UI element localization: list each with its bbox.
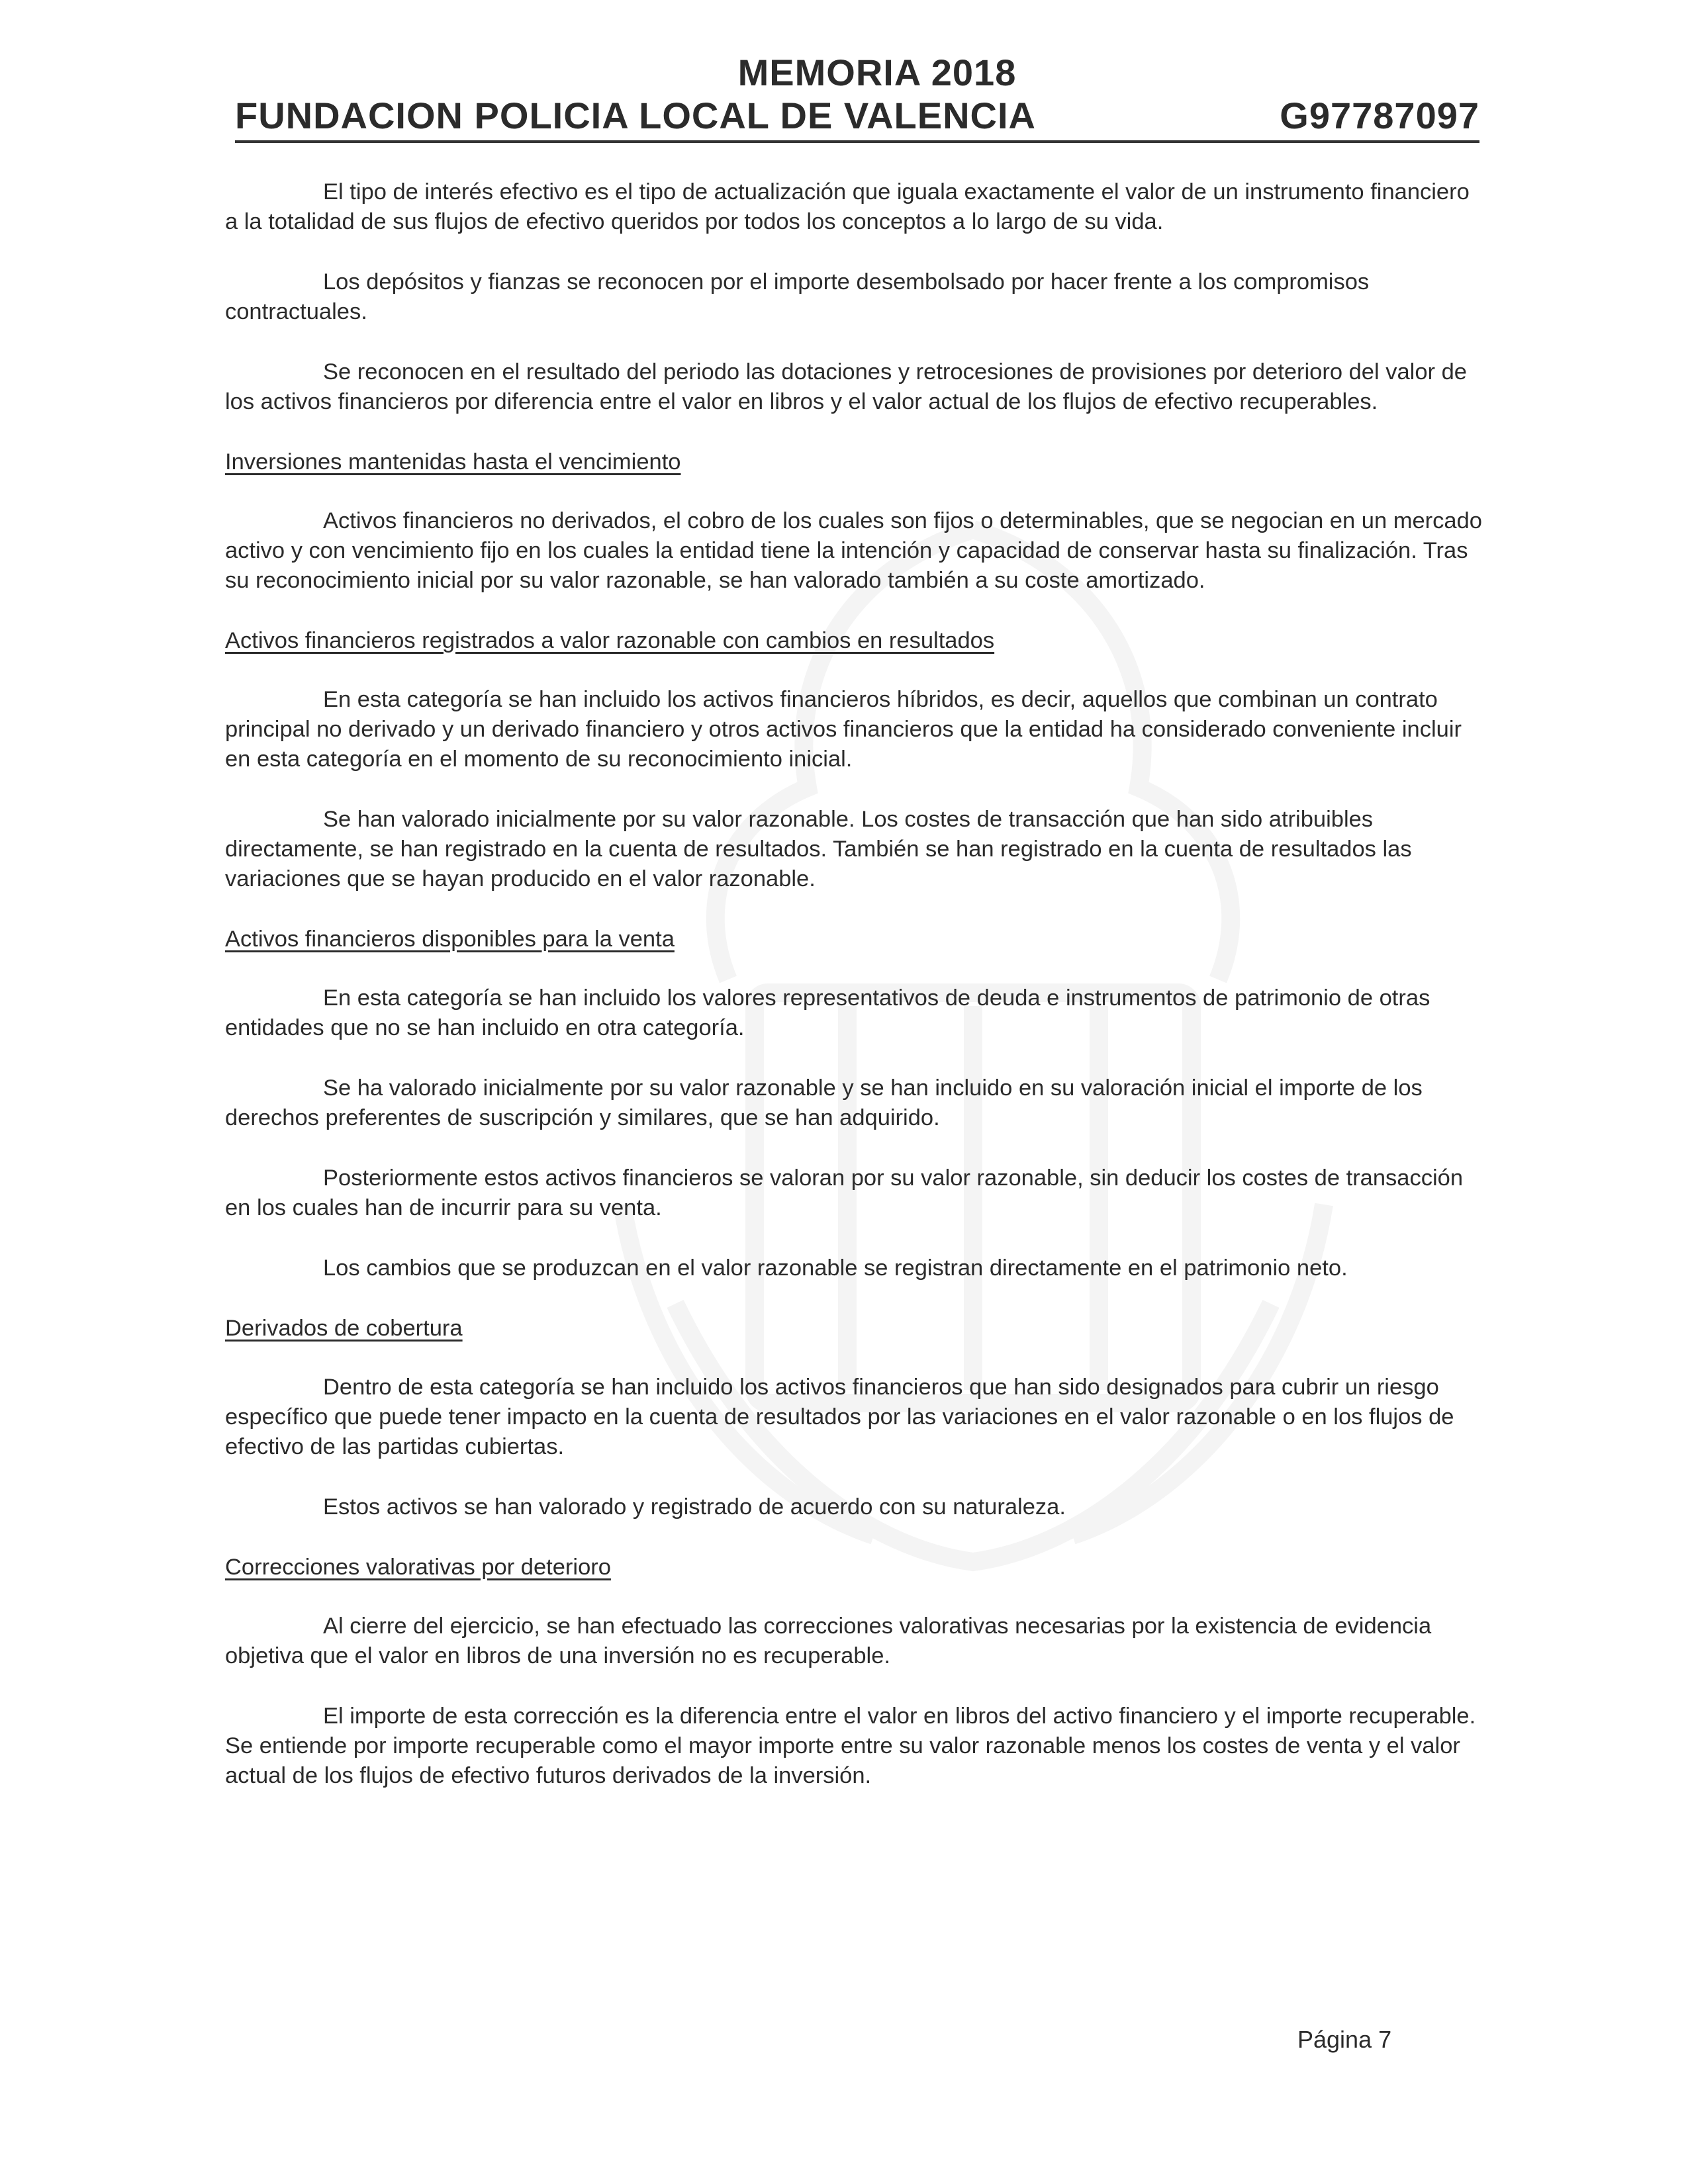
paragraph: Estos activos se han valorado y registrado de acuerdo con su naturaleza. (323, 1494, 1066, 1520)
paragraph: Los depósitos y fianzas se reconocen por el importe desembolsado por hacer frente a los compromisos contractuales. (225, 269, 1370, 324)
organization-code: G97787097 (1280, 95, 1479, 136)
paragraph: En esta categoría se han incluido los valores representativos de deuda e instrumentos de patrimonio de otras entidades que no se han incluido en otra categoría. (225, 985, 1430, 1040)
section-heading: Correcciones valorativas por deterioro (225, 1555, 611, 1580)
paragraph: El tipo de interés efectivo es el tipo de actualización que iguala exactamente el valor de un instrumento financiero a la totalidad de sus flujos de efectivo queridos por todos los conceptos a lo largo de su vida. (225, 179, 1470, 234)
paragraph: Al cierre del ejercicio, se han efectuado las correcciones valorativas necesarias por la existencia de evidencia objetiva que el valor en libros de una inversión no es recuperable. (225, 1614, 1432, 1668)
paragraph: Se han valorado inicialmente por su valor razonable. Los costes de transacción que han sido atribuibles directamente, se han registrado en la cuenta de resultados. También se han registrado en la cuenta de resultados las variaciones que se hayan producido en el valor razonable. (225, 807, 1412, 891)
document-body (225, 177, 1483, 1821)
paragraph: En esta categoría se han incluido los activos financieros híbridos, es decir, aquellos que combinan un contrato principal no derivado y un derivado financiero y otros activos financieros que la entidad ha considerado conveniente incluir en esta categoría en el momento de su reconocimiento inicial. (225, 687, 1462, 772)
report-title: MEMORIA 2018 (737, 52, 1017, 93)
paragraph: Se reconocen en el resultado del periodo las dotaciones y retrocesiones de provisiones por deterioro del valor de los activos financieros por diferencia entre el valor en libros y el valor actual de los flujos de efectivo recuperables. (225, 359, 1467, 414)
document-header (235, 52, 1479, 143)
section-heading: Activos financieros registrados a valor razonable con cambios en resultados (225, 628, 995, 653)
organization-name: FUNDACION POLICIA LOCAL DE VALENCIA (235, 95, 1036, 136)
paragraph: Se ha valorado inicialmente por su valor razonable y se han incluido en su valoración inicial el importe de los derechos preferentes de suscripción y similares, que se han adquirido. (225, 1075, 1423, 1130)
paragraph: Activos financieros no derivados, el cobro de los cuales son fijos o determinables, que se negocian en un mercado activo y con vencimiento fijo en los cuales la entidad tiene la intención y capacidad de conservar hasta su finalización. Tras su reconocimiento inicial por su valor razonable, se han valorado también a su coste amortizado. (225, 508, 1482, 593)
header-row (235, 94, 1479, 138)
page-number: Página 7 (1297, 2026, 1392, 2053)
header-divider (235, 140, 1479, 143)
section-heading: Inversiones mantenidas hasta el vencimiento (225, 449, 681, 475)
paragraph: Posteriormente estos activos financieros se valoran por su valor razonable, sin deducir los costes de transacción en los cuales han de incurrir para su venta. (225, 1165, 1464, 1220)
paragraph: El importe de esta corrección es la diferencia entre el valor en libros del activo financiero y el importe recuperable. Se entiende por importe recuperable como el mayor importe entre su valor razonable menos los costes de venta y el valor actual de los flujos de efectivo futuros derivados de la inversión. (225, 1704, 1476, 1788)
section-heading: Derivados de cobertura (225, 1316, 463, 1341)
paragraph: Los cambios que se produzcan en el valor razonable se registran directamente en el patrimonio neto. (323, 1255, 1348, 1281)
section-heading: Activos financieros disponibles para la venta (225, 927, 675, 952)
paragraph: Dentro de esta categoría se han incluido los activos financieros que han sido designados para cubrir un riesgo específico que puede tener impacto en la cuenta de resultados por las variaciones en el valor razonable o en los flujos de efectivo de las partidas cubiertas. (225, 1375, 1454, 1459)
